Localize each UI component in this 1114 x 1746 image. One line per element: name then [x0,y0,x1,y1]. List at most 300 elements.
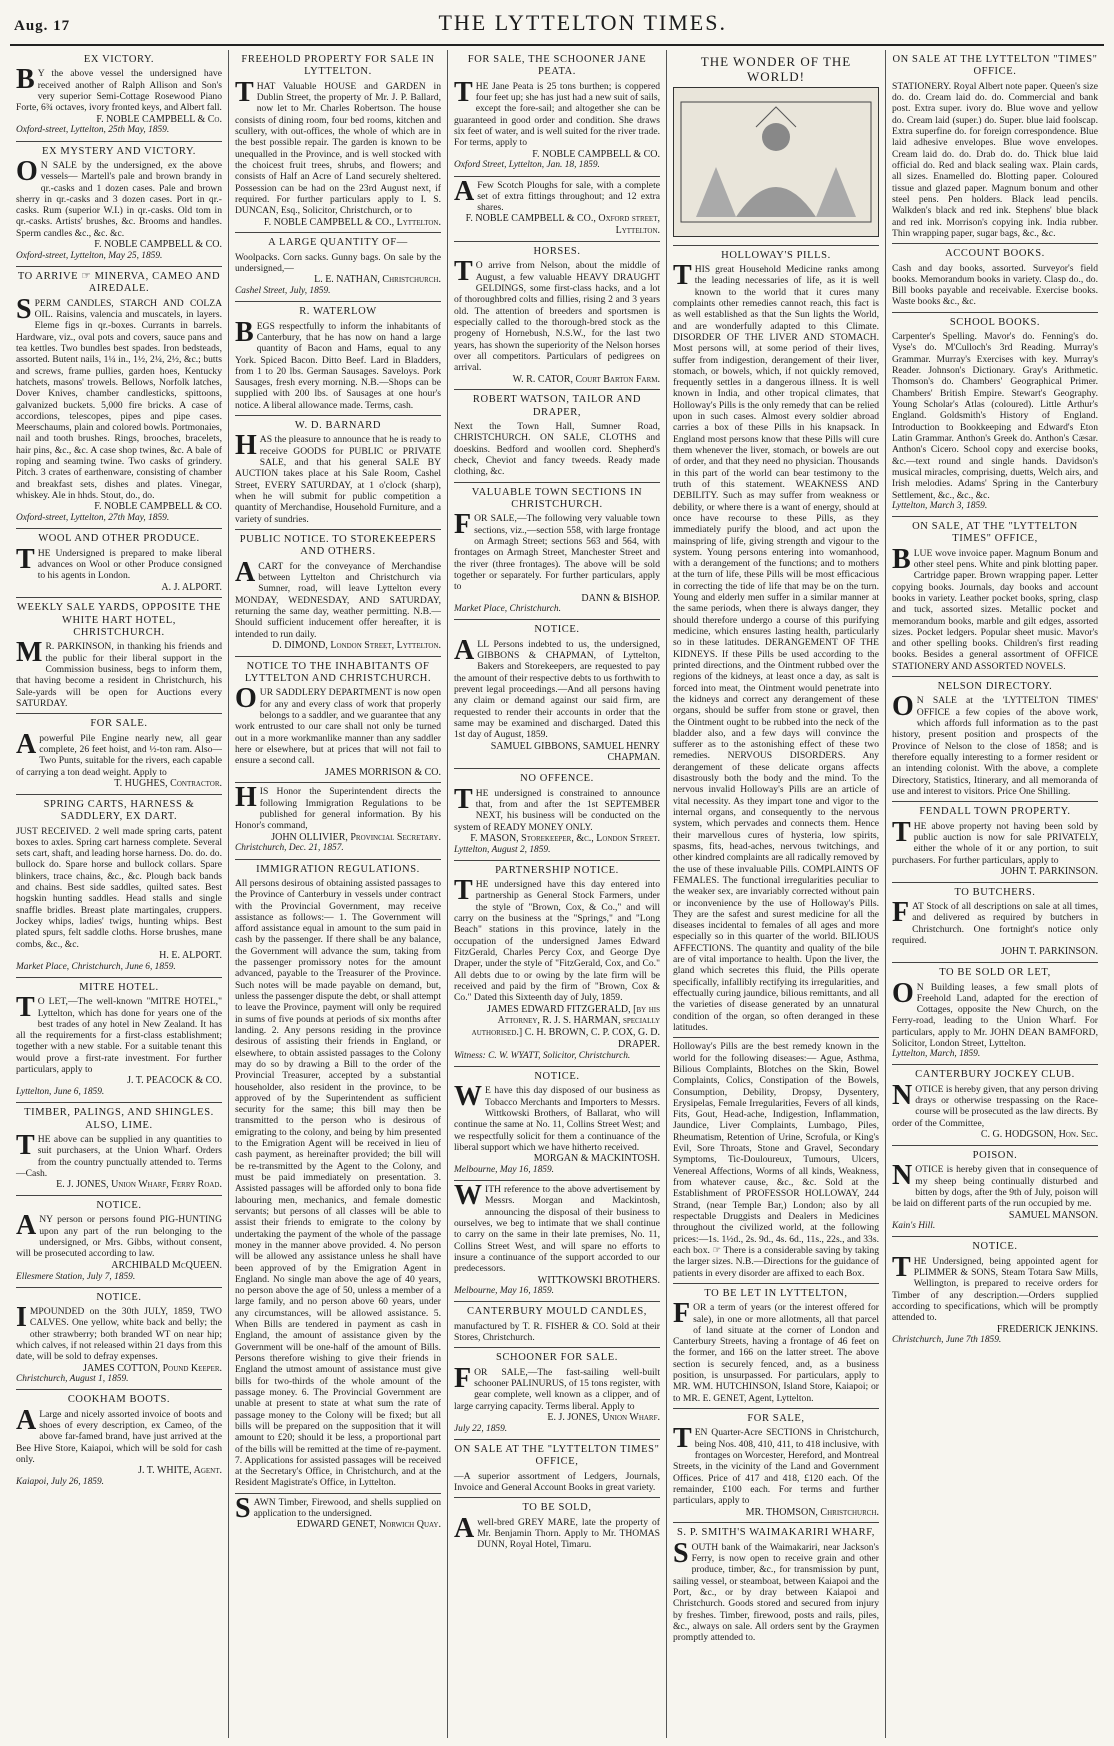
drop-cap: W [454,1081,482,1113]
ad-heading: NOTICE. [96,1200,142,1212]
ad-text: HE Jane Peata is 25 tons burthen; is coppered four feet up; she has just had a new suit of sails, except the fore-sail; and altogether she can be guaranteed in good order and condition. She draws six feet of water, and is well suited for the river trade. For terms, apply to [454,80,660,149]
ad-text: HIS great Household Medicine ranks among the leading necessaries of life, as it is well known to the world that it cures many complaints other remedies cannot reach, this fact is as well established as that the Sun lights the World, and are wonderfully adapted to this Climate. DISORDER OF THE LIVER AND STOMACH. Most persons will, at some period of their lives, suffer from indigestion, derangement of their liver, stomach, or bowels, which, if not quickly removed, frequently settles in a dangerous illness. It is well known in India, and other tropical climates, that Holloway's Pills is the only remedy that can be relied upon in such cases. Almost every soldier abroad carries a box of these Pills in his knapsack. In England most persons know that these Pills will cure them whenever the liver, stomach, or bowels are out of order, and that they need no physician. Thousands in this part of the world can bear testimony to the truth of this statement. WEAKNESS AND DEBILITY. Such as may suffer from weakness or debility, or where there is a want of energy, should at once have recourse to these Pills, as they immediately purify the blood, and act upon the mainspring of life, giving strength and vigour to the system. Young persons entering into womanhood, with a derangement of the functions; and to mothers at the turn of life, these Pills will be most efficacious in correcting the tide of life that may be on the turn. Young and elderly men suffer in a similar manner at the same periods, when there is always danger, they should therefore undergo a course of this purifying medicine, which ensures lasting health, particularly so in these latitudes. DERANGEMENT OF THE KIDNEYS. If these Pills be used according to the printed directions, and the Ointment rubbed over the regions of the kidneys, at least once a day, as salt is forced into meat, the Ointment would penetrate into the kidneys and correct any derangement of these organs, should be suffer from stone or gravel, then the Ointment ought to be rubbed into the neck of the bladder also, and a few days will convince the sufferer as to the astonishing effect of these two remedies. NERVOUS DISORDERS. Any derangement of these delicate organs affects disastrously both the body and the mind. To the nervous invalid Holloway's Pills are an article of vital necessity. As they impart tone and vigor to the internal organs, and consequently to the nervous system, which pervades and connects them. Hence their marvellous cures of hysteria, low spirits, spasms, fits, head-aches, nervous twitchings, and other kindred complaints are all radically removed by the use of these invaluable Pills. COMPLAINTS OF FEMALES. The functional irregularities peculiar to the weaker sex, are invariably corrected without pain or inconvenience by the use of Holloway's Pills. They are the safest and surest medicine for all the diseases incidental to females of all ages and more especially so in this quarter of the world. BILIOUS AFFECTIONS. The quantity and quality of the bile are of vital importance to health. Upon the liver, the gland which secretes this fluid, the Pills operate specifically, infallibly rectifying its irregularities, and effectually curing jaundice, bilious remittants, and all the varieties of disease generated by an unnatural condition of the organ, so often deranged in these latitudes. [673,264,879,1033]
advertisement [454,50,660,177]
ad-signature: C. G. HODGSON, Hon. Sec. [980,1129,1098,1141]
ad-text: UR SADDLERY DEPARTMENT is now open for any and every class of work that properly belongs to a saddler, and we guarantee that any work entrusted to our care shall not only be turned out in a more workmanlike manner than any saddler here or elsewhere, but at prices that will not fail to ensure a second call. [235,687,441,767]
ad-text: N SALE by the undersigned, ex the above vessels— Martell's pale and brown brandy in qr.-casks and 1 dozen cases. Pale and brown sherry in qr.-casks and 3 dozen cases. Port in qr.-casks. Rum (superior W.I.) in qr.-casks. Old tom in qr.-casks. Artists' brushes, &c. Brooms and handles. Sperm candles &c., &c. &c. [16,159,222,239]
ad-text: O LET,—The well-known "MITRE HOTEL," Lyttelton, which has done for years one of the best trades of any hotel in New Zealand. It has all the requirements for a first-class establishment; together with a new stable. For a suitable tenant this would prove a first-rate investment. For further particulars, apply to [16,996,222,1076]
ad-heading: WEEKLY SALE YARDS, OPPOSITE THE WHITE HART HOTEL, CHRISTCHURCH. [16,602,222,639]
ad-body [235,316,441,412]
ad-text: Next the Town Hall, Sumner Road, CHRISTCHURCH. ON SALE, CLOTHS and doeskins. Bedford and woollen cord. Shepherd's check, Cheviot and fancy tweeds. Ready made clothing, &c. [454,421,660,478]
advertisement [454,177,660,243]
ad-heading: PUBLIC NOTICE. TO STOREKEEPERS AND OTHERS. [239,533,437,558]
ad-heading: ON SALE AT THE "LYTTELTON TIMES" OFFICE, [454,1443,660,1468]
drop-cap: A [235,556,256,588]
advertisement [892,1065,1098,1145]
ad-place-date: Oxford-street, Lyttelton, 25th May, 1859. [16,125,170,136]
column-4 [667,50,886,1738]
ad-heading: TO BE SOLD OR LET, [939,967,1051,979]
ad-place-date: Lyttelton, June 6, 1859. [16,1087,105,1098]
ad-body [454,1362,660,1412]
advertisement [892,802,1098,882]
ad-signature: D. DIMOND, London Street, Lyttelton. [272,639,441,651]
advertisement [673,1523,879,1647]
ad-heading: TO BE LET IN LYTTELTON, [704,1287,848,1299]
advertisement [235,416,441,530]
ad-text: Cash and day books, assorted. Surveyor's field books. Memorandum books in variety. Clasp do., do. Bill books payable and receivable. Exercise books. Waste books &c., &c. [892,262,1098,308]
ad-text: Carpenter's Spelling. Mavor's do. Fenning's do. Vyse's do. M'Culloch's 3rd Reading. Murray's Grammar. Murray's Exercises with key. Murray's Reader. Johnson's Dictionary. Gray's Arithmetic. Thomson's do. Chambers' Geographical Primer. Chambers' British Empire. Stewart's Geography. Young Scholar's Atlas (coloured). Little Arthur's England. Goldsmith's History of England. Introduction to Bookkeeping and Edward's Eton Latin Grammar. Anthon's Greek do. Anthon's Cæsar. Anthon's Cicero. School copy and exercise books, &c.—text round and single hands. Davidson's musical miracles, comprising, duetts, Welch airs, and Irish melodies. Adams' Spring in the Canterbury Settlement, &c., &c., &c. [892,331,1098,501]
drop-cap: T [454,76,473,108]
advertisement [892,883,1098,963]
ad-heading: FOR SALE, THE SCHOONER JANE PEATA. [467,54,647,78]
ad-place-date: Market Place, Christchurch, June 6, 1859. [16,961,176,972]
ad-signature: JOHN T. PARKINSON. [1000,865,1098,877]
ad-text: N Building leases, a few small plots of Freehold Land, adapted for the erection of Cottages, opposite the New Church, on the Ferry-road, leading to the Union Wharf. For particulars, apply to Mr. JOHN DEAN BAMFORD, Solicitor, London Street, Lyttelton. [892,981,1098,1050]
advertisement [454,1067,660,1181]
advertisement [16,795,222,978]
advertisement [673,1284,879,1409]
advertisement [235,860,441,1494]
ad-signature: JOHN OLLIVIER, Provincial Secretary. [271,831,441,843]
ad-body [454,875,660,1004]
ad-signature: H. E. ALPORT. [159,949,222,961]
ad-text: OTICE is hereby given, that any person driving drays or otherwise trespassing on the Race-course will be prosecuted as the law directs. By order of the Committee, [892,1083,1099,1129]
advertisement [454,390,660,482]
ad-place-date: Lyttelton, March 3, 1859. [892,500,988,511]
ad-heading: HOLLOWAY'S PILLS. [721,249,831,261]
ad-heading: EX MYSTERY AND VICTORY. [41,145,197,157]
drop-cap: A [454,1512,475,1544]
ad-body [16,1210,222,1260]
ad-text: Holloway's Pills are the best remedy known in the world for the following diseases:— Ague, Asthma, Bilious Complaints, Blotches on the Skin, Bowel Complaints, Colics, Constipation of the Bowels, Consumption, Debility, Dropsy, Dysentery, Erysipelas, Female Irregularities, Fevers of all kinds, Fits, Gout, Head-ache, Indigestion, Inflammation, Jaundice, Liver Complaints, Lumbago, Piles, Rheumatism, Retention of Urine, Scrofula, or King's Evil, Sore Throats, Stone and Gravel, Secondary Symptoms, Tic-Douloureux, Tumours, Ulcers, Venereal Affections, Worms of all kinds, Weakness, from whatever cause, &c., &c. Sold at the Establishment of PROFESSOR HOLLOWAY, 244 Strand, (near Temple Bar,) London; also by all respectable Druggists and Dealers in Medicines throughout the civilized world, at the following prices:—1s. 1½d., 2s. 9d., 4s. 6d., 11s., 22s., and 33s. each box. ☞ There is a considerable saving by taking the larger sizes. N.B.—Directions for the guidance of patients in every disorder are affixed to each Box. [673,1041,879,1279]
advertisement [16,529,222,598]
advertisement [454,1181,660,1302]
ad-text: HAT Valuable HOUSE and GARDEN in Dublin Street, the property of Mr. J. P. Ballard, now let to Mr. Charles Robertson. The house consists of dining room, four bed rooms, kitchen and scullery, with out-offices, the whole of which are in the best possible repair. The garden is known to be unequalled in the Province, and is well stocked with the choicest fruit trees, shrubs, and flowers; and consists of Half an Acre of Land securely sheltered. Possession can be had on the 23rd August next, if required. For further particulars apply to I. S. DUNCAN, Esq., Solicitor, Christchurch, or to [235,80,441,217]
ad-heading: TO BE SOLD, [522,1502,592,1514]
ad-heading: NOTICE. [534,1070,580,1082]
ad-heading: TO BUTCHERS. [954,886,1036,898]
column-2 [229,50,448,1738]
ad-body [16,1301,222,1363]
advertisement [892,313,1098,517]
ad-body [892,81,1098,239]
ad-text: manufactured by T. R. FISHER & CO. Sold at their Stores, Christchurch. [454,1320,660,1344]
ad-body [16,637,222,710]
ad-body [673,260,879,1033]
ad-heading: ON SALE, AT THE "LYTTELTON TIMES" OFFICE, [912,520,1078,545]
ad-body [16,826,222,950]
ad-body [892,816,1098,866]
ad-body [235,556,441,640]
ad-place-date: Christchurch, August 1, 1859. [16,1374,129,1385]
masthead [10,10,1104,46]
drop-cap: T [16,543,35,575]
drop-cap: I [16,1301,27,1333]
drop-cap: T [454,256,473,288]
drop-cap: N [892,1079,913,1111]
ad-signature: T. HUGHES, Contractor. [114,777,222,789]
drop-cap: O [16,155,38,187]
ad-signature: J. T. WHITE, Agent. [138,1465,222,1477]
drop-cap: T [892,1251,911,1283]
ad-body [673,1423,880,1507]
drop-cap: T [673,1423,692,1455]
advertisement [16,142,222,267]
ad-text: N SALE at the 'LYTTELTON TIMES' OFFICE a few copies of the above work, which affords full information as to the past history, present position and prospects of the Province of Nelson to the close of 1858; and is therefore equally interesting to a former resident or an intending colonist. With the above, a complete Directory, Statistics, Itinerary, and all memoranda of use and interest to visitors. Price One Shilling. [892,695,1098,797]
advertisement [235,50,441,233]
ad-text: IS Honor the Superintendent directs the following Immigration Regulations to be published for general information. By his Honor's command, [235,786,441,832]
ad-signature: FREDERICK JENKINS. [996,1323,1098,1335]
advertisement [454,483,660,621]
advertisement [16,598,222,714]
ad-text: LL Persons indebted to us, the undersigned, GIBBONS & CHAPMAN, of Lyttelton, Bakers and Storekeepers, are requested to pay the amount of their respective debts to us forthwith to prevent legal proceedings.—And all persons having any claim or demand against our said firm, are requested to render their accounts in order that the same may be examined and discharged. Dated this 1st day of August, 1859. [454,638,660,741]
drop-cap: T [892,816,911,848]
ad-body [235,252,441,275]
ad-heading: HORSES. [533,246,581,258]
ad-body [235,1492,441,1524]
advertisement [673,246,879,1039]
drop-cap: A [16,1210,37,1242]
ad-body [892,897,1098,947]
ad-heading: FENDALL TOWN PROPERTY. [919,806,1071,818]
ad-signature: F. NOBLE CAMPBELL & CO. [94,501,222,513]
drop-cap: A [454,634,475,666]
ad-place-date: Christchurch, Dec. 21, 1857. [235,843,344,854]
ad-body [892,263,1098,308]
drop-cap: B [16,64,35,96]
advertisement [16,50,222,142]
ad-place-date: Melbourne, May 16, 1859. [454,1164,554,1175]
ad-body [892,691,1098,797]
ad-signature: F. NOBLE CAMPBELL & CO., Oxford street, Lyttelton. [465,213,660,237]
ad-body [16,293,222,502]
ad-body [454,76,660,149]
ad-heading: A LARGE QUANTITY OF— [268,237,408,249]
drop-cap: S [673,1537,689,1569]
ad-text: HE undersigned have this day entered into partnership as General Stock Farmers, under the style of "Brown, Cox, & Co.," and will carry on the business at the "Springs," and "Long Beach" stations in this province, lately in the occupation of the undersigned James Edward FitzGerald, Charles Percy Cox, and George Dye Draper, under the style of "FitzGerald, Cox, and Co." All debts due to or owing by the late firm will be received and paid by the firm of "Brown, Cox & Co." Dated this Sixteenth day of July, 1859. [454,879,660,1004]
ad-signature: MORGAN & MACKINTOSH. [533,1153,660,1165]
advertisement [673,1409,879,1523]
ad-signature: F. NOBLE CAMPBELL & Co. [96,113,222,125]
advertisement [235,783,441,859]
ad-signature: JOHN T. PARKINSON. [1000,946,1098,958]
ad-text: —A superior assortment of Ledgers, Journals, Invoice and General Account Books in great variety. [454,1470,660,1493]
ad-text: LUE wove invoice paper. Magnum Bonum and other steel pens. White and pink blotting paper. Cartridge paper. Brown wrapping paper. Letter copying books. Journals, day books and account books in variety. Leather pocket books, spring, clasp and tuck, assorted sizes. Metallic pocket and memorandum books, marble and gilt edges, assorted sizes. Pocket ledgers. Popular sheet music. Mavor's and other spelling books. Children's first reading books. Besides a general assortment of OFFICE STATIONERY AND ASSORTED NOVELS. [892,547,1098,672]
ad-body [235,878,441,1489]
ad-heading: IMMIGRATION REGULATIONS. [256,863,420,875]
advertisement [454,1440,660,1498]
ad-body [454,509,660,593]
ad-heading: VALUABLE TOWN SECTIONS IN CHRISTCHURCH. [471,486,643,511]
drop-cap: O [892,977,914,1009]
ad-body [16,1404,222,1466]
ad-text: OR a term of years (or the interest offered for sale), in one or more allotments, all that parcel of land situate at the corner of London and Canterbury Streets, having a frontage of 46 feet on the former, and 166 on the latter street. The above section is securely fenced, and, as a business position, is unsurpassed. For particulars, apply to MR. WM. HUTCHINSON, Island Store, Kaiapoi; or to MR. E. GENET, Agent, Lyttelton. [673,1302,879,1404]
ad-heading: FOR SALE, [747,1413,805,1425]
ad-body [454,783,660,833]
ad-heading: MITRE HOTEL. [79,981,159,993]
ad-body [235,782,441,832]
ad-text: OUTH bank of the Waimakariri, near Jackson's Ferry, is now open to receive grain and other produce, timber, &c., for transmission by punt, sailing vessel, or steamboat, between Kaiapoi and the Port, &c., or by dray between Kaiapoi and Christchurch. Goods stored and secured from injury by freshes. Timber, firewood, posts and rails, piles, &c., always on sale. All orders sent by the Graymen promptly attended to. [673,1541,879,1644]
ad-body [235,683,441,767]
column-1 [10,50,229,1738]
drop-cap: A [16,728,37,760]
ad-body [454,421,660,478]
drop-cap: T [673,260,692,292]
ad-place-date: Market Place, Christchurch. [454,604,561,615]
ad-body [673,1298,879,1404]
ad-heading: WOOL AND OTHER PRODUCE. [38,533,200,545]
advertisement [673,1038,879,1284]
ad-signature: E. J. JONES, Union Wharf. [547,1412,660,1424]
ad-body [454,1471,660,1494]
ad-text: HE Undersigned is prepared to make liberal advances on Wool or other Produce consigned to his agents in London. [37,547,222,582]
ad-text: Large and nicely assorted invoice of boots and shoes of every description, ex Cameo, of the above far-famed brand, have just arrived at the Bee Hive Store, Kaiapoi, which will be sold for cash only. [16,1408,222,1466]
ad-text: EGS respectfully to inform the inhabitants of Canterbury, that he has now on hand a large quantity of Bacon and Hams, equal to any York. Spiced Bacon. Ditto Beef. Lard in Bladders, from 1 to 20 lbs. German Sausages. Saveloys. Pork Sausages, fresh every morning. N.B.—Shops can be supplied with 200 lbs. of Sausages at one hour's notice. A liberal allowance made. Terms, cash. [235,320,441,411]
ad-signature: E. J. JONES, Union Wharf, Ferry Road. [56,1179,222,1191]
ad-heading: SCHOONER FOR SALE. [496,1352,618,1364]
ad-heading: S. P. SMITH'S WAIMAKARIRI WHARF, [676,1527,876,1539]
ad-body [892,977,1098,1050]
ad-signature: SAMUEL MANSON. [1008,1209,1098,1221]
ad-body [454,1180,660,1275]
ad-heading: PARTNERSHIP NOTICE. [495,864,619,876]
ad-text: HE Undersigned, being appointed agent for PLIMMER & SONS, Steam Totara Saw Mills, Wellington, is prepared to receive orders for Timber of any description.—Orders supplied according to specifications, which will be promptly attended to. [892,1255,1098,1324]
ad-heading: CANTERBURY JOCKEY CLUB. [915,1069,1075,1081]
ad-signature: A. J. ALPORT. [161,581,222,593]
advertisement [892,963,1098,1065]
ad-signature: DANN & BISHOP. [581,592,660,604]
advertisement [892,677,1098,802]
ad-heading: NO OFFENCE. [520,773,594,785]
drop-cap: F [673,1298,691,1330]
advertisement [454,861,660,1067]
ad-heading: COOKHAM BOOTS. [67,1394,171,1406]
ad-place-date: Witness: C. W. WYATT, Solicitor, Christchurch. [454,1050,631,1061]
ad-text: NY person or persons found PIG-HUNTING upon any part of the run belonging to the undersigned, or Mrs. Gibbs, without consent, will be prosecuted according to law. [16,1214,222,1260]
column-3 [448,50,667,1738]
ad-text: OTICE is hereby given that in consequence of my sheep being continually disturbed and bitten by dogs, after the 9th of July, poison will be laid on different parts of the run occupied by me. [892,1164,1098,1210]
advertisement [235,302,441,416]
ad-heading: POISON. [972,1149,1018,1161]
ad-text: OR SALE,—The fast-sailing well-built schooner PALINURUS, of 15 tons register, with gear complete, well known as a clipper, and of large carrying capacity. Terms liberal. Apply to [454,1366,660,1412]
drop-cap: H [235,782,257,814]
ad-text: JUST RECEIVED. 2 well made spring carts, patent boxes to axles. Spring cart harness complete. Several sets cart, shaft, and leading horse harness. Do. do. do. bullock do. Spare horse and bullock collars. Spare blinkers, trace chains, &c., &c. Plough back bands and chains. Best side saddles, quilted sates. Best hogskin hunting saddles. Head stalls and single snaffle bridles. Breast plate martingales, cruppers. Jockey whips, ladies' twigs, hunting whips. Best plated spurs, felt saddle cloths. Horse brushes, mane combs, &c., &c. [16,825,222,950]
drop-cap: T [454,875,473,907]
ad-body [16,64,222,114]
ad-signature: JAMES EDWARD FITZGERALD, [by his Attorney, R. J. S. HARMAN, specially authorised.] C. H. BROWN, C. P. COX, G. D. DRAPER. [471,1003,660,1050]
ad-signature: SAMUEL GIBBONS, SAMUEL HENRY CHAPMAN. [490,740,660,764]
drop-cap: A [16,1404,37,1436]
drop-cap: O [235,683,257,715]
ad-text: E have this day disposed of our business as Tobacco Merchants and Importers to Messrs. Wittkowski Brothers, of Ballarat, who will continue the same at No. 11, Collins Street West; and we respectfully solicit for them a continuance of the liberal support which we have hitherto received. [454,1085,660,1153]
ad-place-date: Ellesmere Station, July 7, 1859. [16,1271,136,1282]
ad-signature: F. MASON, Storekeeper, &c., London Street. [470,832,660,844]
ad-body [892,1160,1098,1210]
ad-text: All persons desirous of obtaining assisted passages to the Province of Canterbury in vessels under contract with the Provincial Government, may receive assistance as follows:— 1. The Government will afford assistance equal in amount to the sum paid in cash by the passenger. If there shall be any balance, the Government will advance the sum, taking from the passenger promissory notes for the amount advanced, payable to the Treasurer of the Province. Such notes will be made payable on demand, but, unless the passenger dispute the debt, or shall attempt to leave the Province, payment will only be required in sums of five pounds at periods of six months after landing. 2. Any persons residing in the province desirous of assisting their friends in England, or elsewhere, to obtain assisted passages to the Colony may do so by drawing a Bill to the order of the Provincial Treasurer, accepted by a substantial householder, also resident in the province, to be approved of by the Superintendent as sufficient security for the same; this bill may then be transmitted to the person who is desirous of emigrating to the colony, and being by him presented to the Emigration Agent will be received in lieu of cash payment, as hereinafter provided; the bill will be re-transmitted by the Agent to the Colony, and must be paid immediately on presentation. 3. Assisted passages will be afforded only to bona fide labouring men, mechanics, and female domestic servants; but persons of all classes will be able to assist their friends to emigrate to the colony by undertaking the payment of the whole of the passage money in the manner above provided. 4. No person will be allowed any assistance unless he shall have been approved of by the Emigration Agent in England. No single man above the age of 40 years, no person above the age of 50, unless a member of a large family, and no person above 60 years, under any circumstances, will be allowed assistance. 5. When Bills are tendered in payment as cash in England, the amount of assistance given by the Government will be one-half of the amount of Bills. Persons therefore wishing to give their friends in England the utmost amount of assistance must give bills for two-thirds of the whole amount of the passage money. 6. The Provincial Government are unable at present to state at what sum the rate of passage money to the Colony will be fixed; but all bills will be prepared on the supposition that it will amount to £20; should it be less, a proportional part of the bills will be remitted at the time of re-payment. 7. Applications for assisted passages will be received at the Secretary's Office, in Christchurch, and at the Resident Magistrate's Office, in Lyttelton. [235,877,441,1489]
ad-heading: ON SALE AT THE LYTTELTON "TIMES" OFFICE. [892,54,1098,78]
ad-text: AWN Timber, Firewood, and shells supplied on application to the undersigned. [253,1496,441,1520]
ad-body [16,155,222,239]
ad-heading: R. WATERLOW [299,306,377,318]
ad-signature: EDWARD GENET, Norwich Quay. [296,1519,441,1531]
advertisement [235,530,441,657]
ad-body [673,1537,879,1644]
ad-heading: FOR SALE. [90,718,148,730]
ad-text: PERM CANDLES, STARCH AND COLZA OIL. Raisins, valencia and muscatels, in layers. Eleme figs in qr.-boxes. Currants in barrels. Hardware, viz., oval pots and covers, sauce pans and tea kettles. Two bundles best spades. Iron bedsteads, assorted. Butent nails, 1¼ in., 1½, 2¼, 2½, &c.; butts and screws, frame pullies, garden hoes, Kentucky hatchets, masons' trowels. Bellows, Norfolk latches, Dover Knives, chamber candlesticks, spittoons, galvanized buckets. 5,000 fire bricks. A case of accordions, telescopes, pipes and pipe cases. Meerschaums, plain and colored bowls. Portmonaies, nail and tooth brushes. Rings, brooches, bracelets, hair pins, &c., &c. A case shop twines, &c. A bale of roping and seaming twine. Two casks of grindery. Pitch. 3 crates of earthenware, consisting of chamber and breakfast sets, dishes and plates. Vinegar, whiskey. Ale in hhds. Stout, do., do. [16,297,222,502]
ad-place-date: Lyttelton, August 2, 1859. [454,844,551,855]
ad-body [454,1512,660,1551]
advertisement [16,714,222,794]
ad-heading: NOTICE. [972,1241,1018,1253]
advertisement [16,1196,222,1288]
ad-heading: SCHOOL BOOKS. [949,316,1041,328]
ad-body [235,430,441,525]
advertisement [892,244,1098,313]
advertisement [454,1498,660,1554]
drop-cap: M [16,637,43,669]
ad-text: EN Quarter-Acre SECTIONS in Christchurch, being Nos. 408, 410, 411, to 418 inclusive, with frontages on Worcester, Hereford, and Montreal Streets, in the vicinity of the Land and Government Offices. Price of 417 and 418, £120 each. Of the remainder, £100 each. For terms and further particulars, apply to [673,1427,880,1507]
ad-signature: JAMES MORRISON & CO. [324,766,441,778]
ad-heading: TO ARRIVE ☞ MINERVA, CAMEO AND AIREDALE. [17,270,221,295]
ad-text: ITH reference to the above advertisement by Messrs. Morgan and Mackintosh, announcing the disposal of their business to ourselves, we beg to intimate that we shall continue to carry on the same in their late premises, No. 11, Collins Street West, and will spare no efforts to insure a continuance of the support accorded to our predecessors. [454,1184,660,1275]
column-5 [886,50,1104,1738]
ad-heading: EX VICTORY. [83,54,155,65]
ad-heading: NELSON DIRECTORY. [937,681,1053,693]
ad-heading: SPRING CARTS, HARNESS & SADDLERY, EX DART. [43,798,195,823]
ad-text: Woolpacks. Corn sacks. Gunny bags. On sale by the undersigned,— [235,251,441,274]
advertisement [16,1288,222,1391]
drop-cap: F [892,897,910,929]
advertisement [454,1348,660,1440]
ad-text: AT Stock of all descriptions on sale at all times, and delivered as required by butchers in Christchurch. One fortnight's notice only required. [892,901,1098,947]
issue-date: Aug. 17 [14,18,71,34]
drop-cap: F [454,509,472,541]
ad-text: HE undersigned is constrained to announce that, from and after the 1st SEPTEMBER NEXT, his business will be conducted on the system of READY MONEY ONLY. [454,787,660,833]
ad-place-date: July 22, 1859. [454,1423,508,1434]
advertisement [454,1302,660,1348]
ad-text: STATIONERY. Royal Albert note paper. Queen's size do. do. Cream laid do. do. Commercial and bank post. Extra super. ivory do. Blue wove and yellow do. Cream laid (super.) do. Super. blue laid foolscap. Extra superfine do. for foreign correspondence. Blue laid adhesive envelopes. Blue wove envelopes. Cream laid do. do. Drab do. do. Thick blue laid official do. Red and black sealing wax. Plain cards, all sizes. Enamelled do. Blotting paper. Coloured tissue and glazed paper. Magnum bonum and other steel pens. Pen holders. Black lead pencils. Walkden's black and red ink. Stephens' blue black and red ink. Morrison's copying ink. India rubber. Thin wrapping paper, sugar bags, &c., &c. [892,80,1098,239]
ad-text: CART for the conveyance of Merchandise between Lyttelton and Christchurch via Sumner, road, will leave Lyttelton every MONDAY, WEDNESDAY, AND SATURDAY, returning the same day, weather permitting. N.B.—Should sufficient inducement offer hereafter, it is intended to run daily. [235,560,441,640]
drop-cap: T [235,76,254,108]
drop-cap: W [454,1180,482,1212]
ad-place-date: Melbourne, May 16, 1859. [454,1286,554,1297]
ad-text: MPOUNDED on the 30th JULY, 1859, TWO CALVES. One yellow, white back and belly; the other strawberry; both branded WT on near hip; which calves, if not released within 21 days from this date, will be sold to defray expenses. [16,1305,222,1363]
ad-text: O arrive from Nelson, about the middle of August, a few valuable HEAVY DRAUGHT GELDINGS, some first-class hacks, and a lot of thoroughbred colts and fillies, rising 2 and 3 years old. The attention of breeders and sportsmen is especially called to the thorough-bred stock as the progeny of Hornebush, N.S.W., for the last two years, has shown the superiority of the Nelson horses over all competitors. Particulars of pedigrees on arrival. [454,260,660,374]
advertisement [235,1494,441,1535]
ad-place-date: Christchurch, June 7th 1859. [892,1335,1002,1346]
ad-signature: WITTKOWSKI BROTHERS. [537,1274,660,1286]
ad-place-date: Oxford-street, Lyttelton, May 25, 1859. [16,250,163,261]
ad-body [673,1041,879,1279]
ad-signature: F. NOBLE CAMPBELL & CO. [532,148,660,160]
ad-text: R. PARKINSON, in thanking his friends and the public for their liberal support in the Commission business, begs to inform them, that having become a resident in Christchurch, his Sale-yards will be open for Auctions every SATURDAY. [16,641,222,710]
drop-cap: B [235,316,254,348]
ad-place-date: Oxford Street, Lyttelton, Jan. 18, 1859. [454,160,600,171]
ad-heading: NOTICE. [534,624,580,636]
advertisement [892,1146,1098,1238]
ad-body [16,543,222,582]
ad-body [16,1130,222,1179]
ad-signature: J. T. PEACOCK & CO. [127,1075,222,1087]
ad-signature: F. NOBLE CAMPBELL & CO., Lyttelton. [263,216,441,228]
ad-text: OR SALE,—The following very valuable town sections, viz.,—section 558, with large frontage on Armagh Street; sections 563 and 564, with frontages on Armagh Street, Manchester Street and the river (three frontages). The above will be sold together or separately. For further particulars, apply to [454,513,660,593]
advertisement [16,1103,222,1196]
ad-heading: ACCOUNT BOOKS. [945,248,1045,260]
ad-body [454,1081,660,1153]
advertisement [454,242,660,390]
ad-heading: NOTICE TO THE INHABITANTS OF LYTTELTON AND CHRISTCHURCH. [244,660,432,685]
drop-cap: F [454,1362,472,1394]
advertisement [16,1390,222,1492]
ad-body [454,175,660,214]
advertisement [235,657,441,784]
newspaper-title: THE LYTTELTON TIMES. [438,10,727,35]
ad-place-date: Lyttelton, March, 1859. [892,1049,981,1060]
ad-signature: JAMES COTTON, Pound Keeper. [83,1362,222,1374]
ad-body [892,1079,1099,1129]
ad-text: Y the above vessel the undersigned have received another of Ralph Allison and Son's very superior Semi-Cottage Rosewood Piano Forte, 6¾ octaves, ivory fronted keys, and Albert fall. [16,68,222,114]
advertisement [16,267,222,529]
drop-cap: T [16,992,35,1024]
ad-heading: ROBERT WATSON, TAILOR AND DRAPER, [472,394,642,418]
ad-signature: MR. THOMSON, Christchurch. [745,1506,879,1518]
ad-text: powerful Pile Engine nearly new, all gear complete, 26 feet hoist, and ½-ton ram. Also— Two Punts, suitable for the rivers, each capable of carrying a ton dead weight. Apply to [16,732,222,778]
ad-heading: THE WONDER OF THE WORLD! [700,54,852,85]
ad-heading: NOTICE. [96,1291,142,1303]
drop-cap: T [454,783,473,815]
ad-signature: W. R. CATOR, Court Barton Farm. [512,373,660,385]
ad-heading: TIMBER, PALINGS, AND SHINGLES. ALSO, LIME. [24,1107,214,1131]
advertisement [454,620,660,769]
advertisement [454,769,660,861]
ad-body [454,634,660,741]
columns [10,50,1104,1738]
advertisement [235,233,441,302]
ad-signature: F. NOBLE CAMPBELL & CO. [94,239,222,251]
drop-cap: S [235,1492,251,1524]
ad-heading: CANTERBURY MOULD CANDLES, [467,1306,647,1318]
ad-signature: ARCHIBALD McQUEEN. [111,1259,222,1271]
advertisement [892,1237,1098,1350]
advertisement [16,978,222,1103]
ad-text: HE above property not having been sold by public auction is now for sale PRIVATELY, either the whole of it or any portion, to suit purchasers. For further particulars, apply to [892,820,1098,866]
drop-cap: T [16,1130,35,1162]
advertisement [892,50,1098,244]
engraving-illustration [673,87,879,237]
ad-text: Few Scotch Ploughs for sale, with a complete set of extra fittings throughout; and 12 extra shares. [477,179,660,214]
ad-signature: L. E. NATHAN, Christchurch. [314,274,441,286]
ad-heading: FREEHOLD PROPERTY FOR SALE IN LYTTELTON. [241,54,435,78]
drop-cap: B [892,543,911,575]
ad-body [454,1321,660,1344]
ad-place-date: Cashel Street, July, 1859. [235,286,331,297]
ad-place-date: Kain's Hill. [892,1221,936,1232]
drop-cap: S [16,293,32,325]
ad-heading: W. D. BARNARD [294,420,382,432]
ad-body [892,543,1098,672]
ad-place-date: Oxford-street, Lyttelton, 27th May, 1859. [16,513,170,524]
ad-place-date: Kaiapoi, July 26, 1859. [16,1477,105,1488]
ad-body [892,331,1098,501]
ad-text: well-bred GREY MARE, late the property of Mr. Benjamin Thorn. Apply to Mr. THOMAS DUNN, Royal Hotel, Timaru. [477,1516,660,1551]
drop-cap: O [892,691,914,723]
advertisement [892,517,1098,677]
ad-body [16,728,222,778]
drop-cap: N [892,1160,913,1192]
advertisement [673,50,879,246]
ad-body [454,256,660,374]
ad-text: AS the pleasure to announce that he is ready to receive GOODS for PUBLIC or PRIVATE SALE, and that his general SALE BY AUCTION takes place at his Sale Room, Cashel Street, EVERY SATURDAY, at 1 o'clock (sharp), when he will submit for public competition a quantity of Merchandise, Household Furniture, and a variety of sundries. [235,434,441,525]
